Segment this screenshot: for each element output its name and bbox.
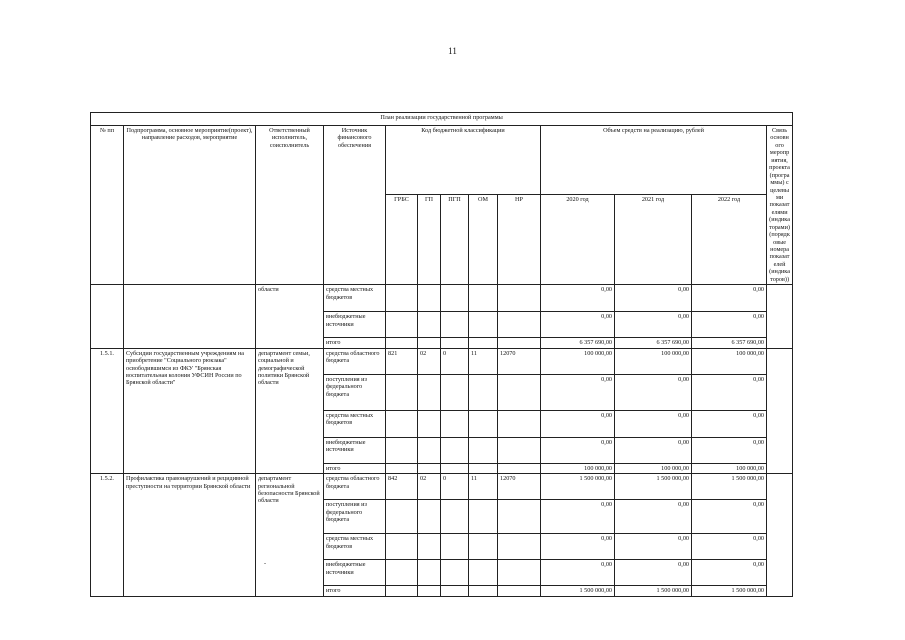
cell-2021: 6 357 690,00 [615,338,692,348]
cell-2022: 0,00 [692,410,767,437]
cell-om: 11 [469,348,498,374]
header-source: Источник финансового обеспечения [324,126,386,285]
cell-2022: 1 500 000,00 [692,586,767,596]
cell-2022: 6 357 690,00 [692,338,767,348]
cell-2021: 0,00 [615,312,692,338]
cell-gp: 02 [418,474,441,500]
cell-name: Субсидии государственным учреждениям на приобретение "Социального рюкзака" освободившимся из ФКУ "Брянская воспитательная колония УФСИН России по Брянской области" [124,348,256,473]
cell-2021: 0,00 [615,534,692,560]
responsible-text: департамент региональной безопасности Брянской области [258,475,320,505]
cell-2020: 6 357 690,00 [541,338,615,348]
cell-2022: 0,00 [692,312,767,338]
cell-source: поступления из федерального бюджета [324,500,386,534]
cell-link-empty [767,285,793,348]
cell-2022: 0,00 [692,560,767,586]
cell-2021: 0,00 [615,500,692,534]
cell-link-empty [767,348,793,473]
table-row [91,474,793,500]
cell-source: средства местных бюджетов [324,534,386,560]
cell-2021: 1 500 000,00 [615,586,692,596]
cell-2020: 0,00 [541,560,615,586]
cell-source: средства местных бюджетов [324,410,386,437]
cell-source: итого [324,463,386,473]
cell-name: Профилактика правонарушений и рецидивной преступности на территории Брянской области [124,474,256,596]
cell-source: внебюджетные источники [324,560,386,586]
header-gp: ГП [418,194,441,285]
cell-no: 1.5.1. [91,348,124,473]
cell-source: средства местных бюджетов [324,285,386,312]
cell-2022: 100 000,00 [692,348,767,374]
cell-2020: 1 500 000,00 [541,586,615,596]
cell-2021: 0,00 [615,374,692,410]
cell-source: поступления из федерального бюджета [324,374,386,410]
cell-2020: 0,00 [541,312,615,338]
cell-2022: 1 500 000,00 [692,474,767,500]
cell-grbs: 821 [386,348,418,374]
header-2021: 2021 год [615,194,692,285]
header-volume: Объем средств на реализацию, рублей [541,126,767,195]
header-om: ОМ [469,194,498,285]
cell-no: 1.5.2. [91,474,124,596]
cell-2021: 0,00 [615,560,692,586]
cell-2020: 0,00 [541,437,615,463]
cell-gp: 02 [418,348,441,374]
cell-2022: 0,00 [692,534,767,560]
cell-2020: 0,00 [541,285,615,312]
header-2022: 2022 год [692,194,767,285]
cell-source: средства областного бюджета [324,348,386,374]
cell-source: внебюджетные источники [324,437,386,463]
cell-link-empty [767,474,793,596]
cell-2020: 100 000,00 [541,348,615,374]
cell-2022: 0,00 [692,374,767,410]
cell-2021: 100 000,00 [615,348,692,374]
cell-2020: 0,00 [541,534,615,560]
cell-2021: 0,00 [615,285,692,312]
table-row [91,348,793,374]
cell-2022: 0,00 [692,437,767,463]
header-no: № пп [91,126,124,285]
cell-nr: 12070 [498,348,541,374]
cell-2021: 0,00 [615,437,692,463]
cell-source: итого [324,586,386,596]
page-number: 11 [448,46,457,56]
cell-2021: 100 000,00 [615,463,692,473]
header-responsible: Ответственный исполнитель, соисполнитель [256,126,324,285]
cell-responsible: департамент семьи, социальной и демографической политики Брянской области [256,348,324,473]
cell-2020: 100 000,00 [541,463,615,473]
cell-2022: 0,00 [692,500,767,534]
cell-responsible [256,474,324,596]
cell-pgp: 0 [441,474,469,500]
cell-2020: 0,00 [541,410,615,437]
cell-om: 11 [469,474,498,500]
cell-2020: 1 500 000,00 [541,474,615,500]
header-link: Связь основного мероприятия, проекта (программы) с целевыми показателями (индикаторами) (порядковые номера показателей (индикаторов)) [767,126,793,285]
table-row [91,285,793,312]
cell-source: средства областного бюджета [324,474,386,500]
cell-grbs: 842 [386,474,418,500]
header-pgp: ПГП [441,194,469,285]
cell-nr: 12070 [498,474,541,500]
cell-2020: 0,00 [541,374,615,410]
cell-2022: 0,00 [692,285,767,312]
header-name: Подпрограмма, основное мероприятие(проект), направление расходов, мероприятие [124,126,256,285]
header-2020: 2020 год [541,194,615,285]
cell-2021: 0,00 [615,410,692,437]
header-nr: НР [498,194,541,285]
cell-source: итого [324,338,386,348]
cell-2021: 1 500 000,00 [615,474,692,500]
cell-pgp: 0 [441,348,469,374]
header-grbs: ГРБС [386,194,418,285]
cell-name-empty [124,285,256,348]
header-budget-code: Код бюджетной классификации [386,126,541,195]
program-plan-table [90,112,793,597]
cell-2020: 0,00 [541,500,615,534]
cell-2022: 100 000,00 [692,463,767,473]
cell-no-empty [91,285,124,348]
cell-source: внебюджетные источники [324,312,386,338]
table-title: План реализации государственной программы [91,113,793,126]
cell-responsible: области [256,285,324,348]
dash-mark: - [264,559,267,567]
